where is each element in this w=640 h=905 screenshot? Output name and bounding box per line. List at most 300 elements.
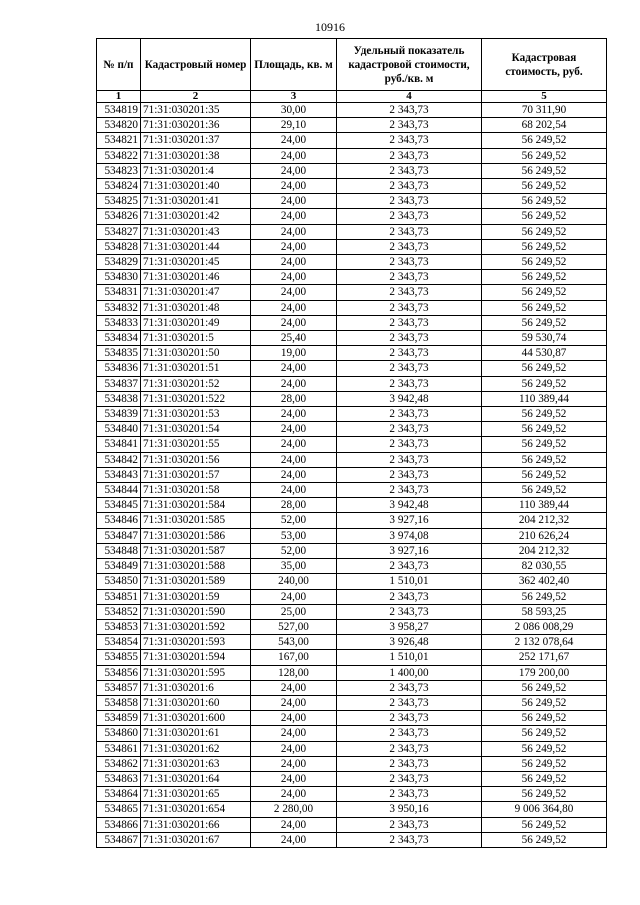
column-number-row — [97, 91, 607, 103]
area-cell: 24,00 — [251, 741, 337, 756]
area-cell: 28,00 — [251, 391, 337, 406]
cadastral-value-cell: 56 249,52 — [482, 239, 607, 254]
unit-rate-cell: 2 343,73 — [337, 726, 482, 741]
cadastral-value-cell: 56 249,52 — [482, 361, 607, 376]
table-row — [97, 255, 607, 270]
unit-rate-cell: 2 343,73 — [337, 452, 482, 467]
area-cell: 24,00 — [251, 224, 337, 239]
unit-rate-cell: 1 510,01 — [337, 650, 482, 665]
header-row — [97, 39, 607, 91]
unit-rate-cell: 3 942,48 — [337, 391, 482, 406]
area-cell: 29,10 — [251, 118, 337, 133]
row-number-cell: 534839 — [97, 407, 141, 422]
unit-rate-cell: 2 343,73 — [337, 832, 482, 847]
cadastral-number-cell: 71:31:030201:55 — [141, 437, 251, 452]
table-row — [97, 376, 607, 391]
unit-rate-cell: 2 343,73 — [337, 270, 482, 285]
table-row — [97, 346, 607, 361]
cadastral-number-cell: 71:31:030201:595 — [141, 665, 251, 680]
row-number-cell: 534846 — [97, 513, 141, 528]
row-number-cell: 534825 — [97, 194, 141, 209]
table-row — [97, 695, 607, 710]
cadastral-value-cell: 70 311,90 — [482, 103, 607, 118]
row-number-cell: 534844 — [97, 483, 141, 498]
unit-rate-cell: 3 950,16 — [337, 802, 482, 817]
table-row — [97, 133, 607, 148]
cadastral-number-cell: 71:31:030201:6 — [141, 680, 251, 695]
cadastral-number-cell: 71:31:030201:59 — [141, 589, 251, 604]
area-cell: 128,00 — [251, 665, 337, 680]
cadastral-number-cell: 71:31:030201:587 — [141, 543, 251, 558]
cadastral-value-cell: 56 249,52 — [482, 756, 607, 771]
page-number: 10916 — [315, 20, 345, 34]
row-number-cell: 534853 — [97, 619, 141, 634]
area-cell: 24,00 — [251, 680, 337, 695]
row-number-cell: 534842 — [97, 452, 141, 467]
cadastral-value-cell: 56 249,52 — [482, 179, 607, 194]
row-number-cell: 534820 — [97, 118, 141, 133]
cadastral-value-cell: 56 249,52 — [482, 422, 607, 437]
area-cell: 30,00 — [251, 103, 337, 118]
unit-rate-cell: 2 343,73 — [337, 315, 482, 330]
row-number-cell: 534850 — [97, 574, 141, 589]
table-row — [97, 619, 607, 634]
area-cell: 24,00 — [251, 285, 337, 300]
cadastral-number-cell: 71:31:030201:67 — [141, 832, 251, 847]
cadastral-number-cell: 71:31:030201:584 — [141, 498, 251, 513]
row-number-cell: 534831 — [97, 285, 141, 300]
table-row — [97, 300, 607, 315]
row-number-cell: 534822 — [97, 148, 141, 163]
unit-rate-cell: 3 942,48 — [337, 498, 482, 513]
area-cell: 24,00 — [251, 209, 337, 224]
cadastral-value-cell: 56 249,52 — [482, 741, 607, 756]
unit-rate-cell: 2 343,73 — [337, 209, 482, 224]
cadastral-value-cell: 56 249,52 — [482, 437, 607, 452]
unit-rate-cell: 2 343,73 — [337, 787, 482, 802]
cadastral-number-cell: 71:31:030201:65 — [141, 787, 251, 802]
table-row — [97, 589, 607, 604]
unit-rate-cell: 2 343,73 — [337, 437, 482, 452]
cadastral-number-cell: 71:31:030201:45 — [141, 255, 251, 270]
row-number-cell: 534829 — [97, 255, 141, 270]
table-row — [97, 771, 607, 786]
cadastral-value-cell: 9 006 364,80 — [482, 802, 607, 817]
row-number-cell: 534833 — [97, 315, 141, 330]
area-cell: 24,00 — [251, 467, 337, 482]
area-cell: 24,00 — [251, 695, 337, 710]
table-row — [97, 711, 607, 726]
table-row — [97, 270, 607, 285]
row-number-cell: 534849 — [97, 559, 141, 574]
cadastral-value-cell: 56 249,52 — [482, 270, 607, 285]
area-cell: 24,00 — [251, 589, 337, 604]
header-unit-rate: Удельный показатель кадастровой стоимости, руб./кв. м — [337, 39, 482, 91]
row-number-cell: 534854 — [97, 635, 141, 650]
unit-rate-cell: 2 343,73 — [337, 741, 482, 756]
cadastral-value-cell: 179 200,00 — [482, 665, 607, 680]
column-number: 2 — [141, 91, 251, 103]
cadastral-number-cell: 71:31:030201:600 — [141, 711, 251, 726]
table-row — [97, 832, 607, 847]
cadastral-number-cell: 71:31:030201:36 — [141, 118, 251, 133]
table-row — [97, 422, 607, 437]
cadastral-value-cell: 58 593,25 — [482, 604, 607, 619]
unit-rate-cell: 2 343,73 — [337, 756, 482, 771]
row-number-cell: 534824 — [97, 179, 141, 194]
unit-rate-cell: 2 343,73 — [337, 118, 482, 133]
unit-rate-cell: 3 927,16 — [337, 543, 482, 558]
cadastral-number-cell: 71:31:030201:593 — [141, 635, 251, 650]
table-row — [97, 285, 607, 300]
cadastral-number-cell: 71:31:030201:61 — [141, 726, 251, 741]
table-body — [97, 103, 607, 848]
area-cell: 24,00 — [251, 483, 337, 498]
unit-rate-cell: 2 343,73 — [337, 224, 482, 239]
area-cell: 24,00 — [251, 361, 337, 376]
cadastral-value-cell: 68 202,54 — [482, 118, 607, 133]
cadastral-value-cell: 56 249,52 — [482, 726, 607, 741]
cadastral-value-cell: 56 249,52 — [482, 376, 607, 391]
table-row — [97, 680, 607, 695]
table-row — [97, 756, 607, 771]
area-cell: 24,00 — [251, 726, 337, 741]
row-number-cell: 534838 — [97, 391, 141, 406]
unit-rate-cell: 2 343,73 — [337, 163, 482, 178]
cadastral-value-cell: 56 249,52 — [482, 817, 607, 832]
row-number-cell: 534862 — [97, 756, 141, 771]
table-row — [97, 118, 607, 133]
cadastral-number-cell: 71:31:030201:592 — [141, 619, 251, 634]
cadastral-value-cell: 56 249,52 — [482, 680, 607, 695]
area-cell: 35,00 — [251, 559, 337, 574]
unit-rate-cell: 3 926,48 — [337, 635, 482, 650]
area-cell: 24,00 — [251, 148, 337, 163]
cadastral-value-cell: 56 249,52 — [482, 771, 607, 786]
table-row — [97, 817, 607, 832]
row-number-cell: 534857 — [97, 680, 141, 695]
unit-rate-cell: 2 343,73 — [337, 467, 482, 482]
row-number-cell: 534828 — [97, 239, 141, 254]
table-row — [97, 103, 607, 118]
unit-rate-cell: 2 343,73 — [337, 407, 482, 422]
area-cell: 24,00 — [251, 179, 337, 194]
cadastral-value-cell: 56 249,52 — [482, 695, 607, 710]
unit-rate-cell: 3 958,27 — [337, 619, 482, 634]
area-cell: 24,00 — [251, 163, 337, 178]
area-cell: 24,00 — [251, 255, 337, 270]
cadastral-number-cell: 71:31:030201:594 — [141, 650, 251, 665]
row-number-cell: 534860 — [97, 726, 141, 741]
cadastral-number-cell: 71:31:030201:44 — [141, 239, 251, 254]
cadastral-number-cell: 71:31:030201:5 — [141, 331, 251, 346]
table-row — [97, 331, 607, 346]
unit-rate-cell: 2 343,73 — [337, 300, 482, 315]
row-number-cell: 534867 — [97, 832, 141, 847]
cadastral-value-cell: 56 249,52 — [482, 467, 607, 482]
cadastral-number-cell: 71:31:030201:52 — [141, 376, 251, 391]
area-cell: 25,00 — [251, 604, 337, 619]
cadastral-number-cell: 71:31:030201:54 — [141, 422, 251, 437]
table-row — [97, 802, 607, 817]
table-row — [97, 437, 607, 452]
area-cell: 543,00 — [251, 635, 337, 650]
area-cell: 24,00 — [251, 756, 337, 771]
unit-rate-cell: 2 343,73 — [337, 346, 482, 361]
row-number-cell: 534821 — [97, 133, 141, 148]
cadastral-number-cell: 71:31:030201:53 — [141, 407, 251, 422]
unit-rate-cell: 2 343,73 — [337, 422, 482, 437]
table-row — [97, 513, 607, 528]
area-cell: 24,00 — [251, 711, 337, 726]
cadastral-number-cell: 71:31:030201:50 — [141, 346, 251, 361]
cadastral-number-cell: 71:31:030201:58 — [141, 483, 251, 498]
area-cell: 24,00 — [251, 376, 337, 391]
unit-rate-cell: 2 343,73 — [337, 194, 482, 209]
row-number-cell: 534841 — [97, 437, 141, 452]
cadastral-value-cell: 56 249,52 — [482, 133, 607, 148]
cadastral-value-cell: 56 249,52 — [482, 787, 607, 802]
row-number-cell: 534830 — [97, 270, 141, 285]
unit-rate-cell: 2 343,73 — [337, 331, 482, 346]
cadastral-number-cell: 71:31:030201:48 — [141, 300, 251, 315]
header-area: Площадь, кв. м — [251, 39, 337, 91]
cadastral-value-cell: 210 626,24 — [482, 528, 607, 543]
header-cadastral-number: Кадастровый номер — [141, 39, 251, 91]
cadastral-value-cell: 59 530,74 — [482, 331, 607, 346]
cadastral-number-cell: 71:31:030201:43 — [141, 224, 251, 239]
area-cell: 25,40 — [251, 331, 337, 346]
unit-rate-cell: 2 343,73 — [337, 695, 482, 710]
column-number: 1 — [97, 91, 141, 103]
table-row — [97, 361, 607, 376]
row-number-cell: 534866 — [97, 817, 141, 832]
table-row — [97, 741, 607, 756]
area-cell: 52,00 — [251, 513, 337, 528]
row-number-cell: 534847 — [97, 528, 141, 543]
unit-rate-cell: 2 343,73 — [337, 376, 482, 391]
unit-rate-cell: 2 343,73 — [337, 483, 482, 498]
unit-rate-cell: 2 343,73 — [337, 604, 482, 619]
cadastral-number-cell: 71:31:030201:66 — [141, 817, 251, 832]
unit-rate-cell: 1 400,00 — [337, 665, 482, 680]
cadastral-number-cell: 71:31:030201:37 — [141, 133, 251, 148]
row-number-cell: 534851 — [97, 589, 141, 604]
cadastral-number-cell: 71:31:030201:585 — [141, 513, 251, 528]
area-cell: 24,00 — [251, 270, 337, 285]
cadastral-value-cell: 110 389,44 — [482, 498, 607, 513]
row-number-cell: 534845 — [97, 498, 141, 513]
row-number-cell: 534865 — [97, 802, 141, 817]
table-row — [97, 604, 607, 619]
column-number: 3 — [251, 91, 337, 103]
area-cell: 24,00 — [251, 194, 337, 209]
cadastral-number-cell: 71:31:030201:63 — [141, 756, 251, 771]
row-number-cell: 534836 — [97, 361, 141, 376]
header-cadastral-value: Кадастровая стоимость, руб. — [482, 39, 607, 91]
table-row — [97, 194, 607, 209]
area-cell: 24,00 — [251, 817, 337, 832]
row-number-cell: 534840 — [97, 422, 141, 437]
cadastral-value-cell: 44 530,87 — [482, 346, 607, 361]
unit-rate-cell: 2 343,73 — [337, 239, 482, 254]
row-number-cell: 534852 — [97, 604, 141, 619]
cadastral-value-cell: 56 249,52 — [482, 407, 607, 422]
cadastral-value-cell: 56 249,52 — [482, 163, 607, 178]
table-row — [97, 635, 607, 650]
area-cell: 24,00 — [251, 437, 337, 452]
cadastral-number-cell: 71:31:030201:62 — [141, 741, 251, 756]
row-number-cell: 534861 — [97, 741, 141, 756]
row-number-cell: 534819 — [97, 103, 141, 118]
table-row — [97, 452, 607, 467]
cadastral-number-cell: 71:31:030201:57 — [141, 467, 251, 482]
row-number-cell: 534823 — [97, 163, 141, 178]
cadastral-value-cell: 56 249,52 — [482, 255, 607, 270]
unit-rate-cell: 2 343,73 — [337, 559, 482, 574]
table-row — [97, 665, 607, 680]
row-number-cell: 534826 — [97, 209, 141, 224]
cadastral-number-cell: 71:31:030201:588 — [141, 559, 251, 574]
row-number-cell: 534832 — [97, 300, 141, 315]
cadastral-number-cell: 71:31:030201:64 — [141, 771, 251, 786]
unit-rate-cell: 2 343,73 — [337, 285, 482, 300]
area-cell: 2 280,00 — [251, 802, 337, 817]
header-row-number: № п/п — [97, 39, 141, 91]
cadastral-value-cell: 56 249,52 — [482, 315, 607, 330]
unit-rate-cell: 3 927,16 — [337, 513, 482, 528]
row-number-cell: 534835 — [97, 346, 141, 361]
cadastral-value-cell: 56 249,52 — [482, 483, 607, 498]
cadastral-value-cell: 252 171,67 — [482, 650, 607, 665]
table-row — [97, 528, 607, 543]
cadastral-number-cell: 71:31:030201:47 — [141, 285, 251, 300]
area-cell: 527,00 — [251, 619, 337, 634]
table-row — [97, 498, 607, 513]
cadastral-number-cell: 71:31:030201:51 — [141, 361, 251, 376]
cadastral-value-cell: 2 086 008,29 — [482, 619, 607, 634]
row-number-cell: 534858 — [97, 695, 141, 710]
cadastral-value-cell: 56 249,52 — [482, 711, 607, 726]
unit-rate-cell: 2 343,73 — [337, 817, 482, 832]
cadastral-value-cell: 56 249,52 — [482, 832, 607, 847]
area-cell: 24,00 — [251, 300, 337, 315]
cadastral-value-table — [96, 38, 607, 848]
cadastral-number-cell: 71:31:030201:522 — [141, 391, 251, 406]
cadastral-value-cell: 110 389,44 — [482, 391, 607, 406]
cadastral-value-cell: 56 249,52 — [482, 194, 607, 209]
cadastral-value-cell: 56 249,52 — [482, 452, 607, 467]
unit-rate-cell: 2 343,73 — [337, 680, 482, 695]
table-row — [97, 543, 607, 558]
table-header — [97, 39, 607, 103]
table-row — [97, 179, 607, 194]
cadastral-number-cell: 71:31:030201:56 — [141, 452, 251, 467]
area-cell: 24,00 — [251, 452, 337, 467]
cadastral-number-cell: 71:31:030201:46 — [141, 270, 251, 285]
row-number-cell: 534855 — [97, 650, 141, 665]
cadastral-number-cell: 71:31:030201:42 — [141, 209, 251, 224]
cadastral-number-cell: 71:31:030201:590 — [141, 604, 251, 619]
area-cell: 52,00 — [251, 543, 337, 558]
column-number: 5 — [482, 91, 607, 103]
row-number-cell: 534864 — [97, 787, 141, 802]
area-cell: 24,00 — [251, 832, 337, 847]
table-row — [97, 209, 607, 224]
area-cell: 167,00 — [251, 650, 337, 665]
table-row — [97, 574, 607, 589]
area-cell: 24,00 — [251, 407, 337, 422]
area-cell: 24,00 — [251, 315, 337, 330]
row-number-cell: 534834 — [97, 331, 141, 346]
area-cell: 24,00 — [251, 239, 337, 254]
row-number-cell: 534837 — [97, 376, 141, 391]
area-cell: 240,00 — [251, 574, 337, 589]
cadastral-value-cell: 56 249,52 — [482, 224, 607, 239]
unit-rate-cell: 2 343,73 — [337, 255, 482, 270]
table-row — [97, 391, 607, 406]
table-row — [97, 407, 607, 422]
unit-rate-cell: 2 343,73 — [337, 179, 482, 194]
cadastral-value-cell: 56 249,52 — [482, 300, 607, 315]
row-number-cell: 534827 — [97, 224, 141, 239]
area-cell: 24,00 — [251, 787, 337, 802]
area-cell: 19,00 — [251, 346, 337, 361]
cadastral-number-cell: 71:31:030201:49 — [141, 315, 251, 330]
unit-rate-cell: 2 343,73 — [337, 148, 482, 163]
table-row — [97, 787, 607, 802]
table-row — [97, 315, 607, 330]
unit-rate-cell: 2 343,73 — [337, 771, 482, 786]
unit-rate-cell: 2 343,73 — [337, 589, 482, 604]
unit-rate-cell: 2 343,73 — [337, 361, 482, 376]
table-row — [97, 163, 607, 178]
cadastral-value-cell: 204 212,32 — [482, 513, 607, 528]
cadastral-value-cell: 204 212,32 — [482, 543, 607, 558]
table-row — [97, 726, 607, 741]
cadastral-value-cell: 56 249,52 — [482, 209, 607, 224]
area-cell: 28,00 — [251, 498, 337, 513]
table-row — [97, 483, 607, 498]
cadastral-number-cell: 71:31:030201:40 — [141, 179, 251, 194]
row-number-cell: 534856 — [97, 665, 141, 680]
table-row — [97, 467, 607, 482]
row-number-cell: 534863 — [97, 771, 141, 786]
cadastral-value-cell: 56 249,52 — [482, 285, 607, 300]
table-row — [97, 650, 607, 665]
unit-rate-cell: 2 343,73 — [337, 133, 482, 148]
unit-rate-cell: 1 510,01 — [337, 574, 482, 589]
unit-rate-cell: 2 343,73 — [337, 711, 482, 726]
column-number: 4 — [337, 91, 482, 103]
cadastral-value-cell: 2 132 078,64 — [482, 635, 607, 650]
area-cell: 53,00 — [251, 528, 337, 543]
area-cell: 24,00 — [251, 133, 337, 148]
cadastral-number-cell: 71:31:030201:60 — [141, 695, 251, 710]
cadastral-value-cell: 56 249,52 — [482, 148, 607, 163]
cadastral-number-cell: 71:31:030201:41 — [141, 194, 251, 209]
cadastral-value-cell: 82 030,55 — [482, 559, 607, 574]
table-row — [97, 559, 607, 574]
cadastral-number-cell: 71:31:030201:654 — [141, 802, 251, 817]
cadastral-number-cell: 71:31:030201:4 — [141, 163, 251, 178]
cadastral-value-cell: 56 249,52 — [482, 589, 607, 604]
cadastral-number-cell: 71:31:030201:38 — [141, 148, 251, 163]
cadastral-number-cell: 71:31:030201:35 — [141, 103, 251, 118]
table-row — [97, 224, 607, 239]
table-row — [97, 148, 607, 163]
unit-rate-cell: 3 974,08 — [337, 528, 482, 543]
